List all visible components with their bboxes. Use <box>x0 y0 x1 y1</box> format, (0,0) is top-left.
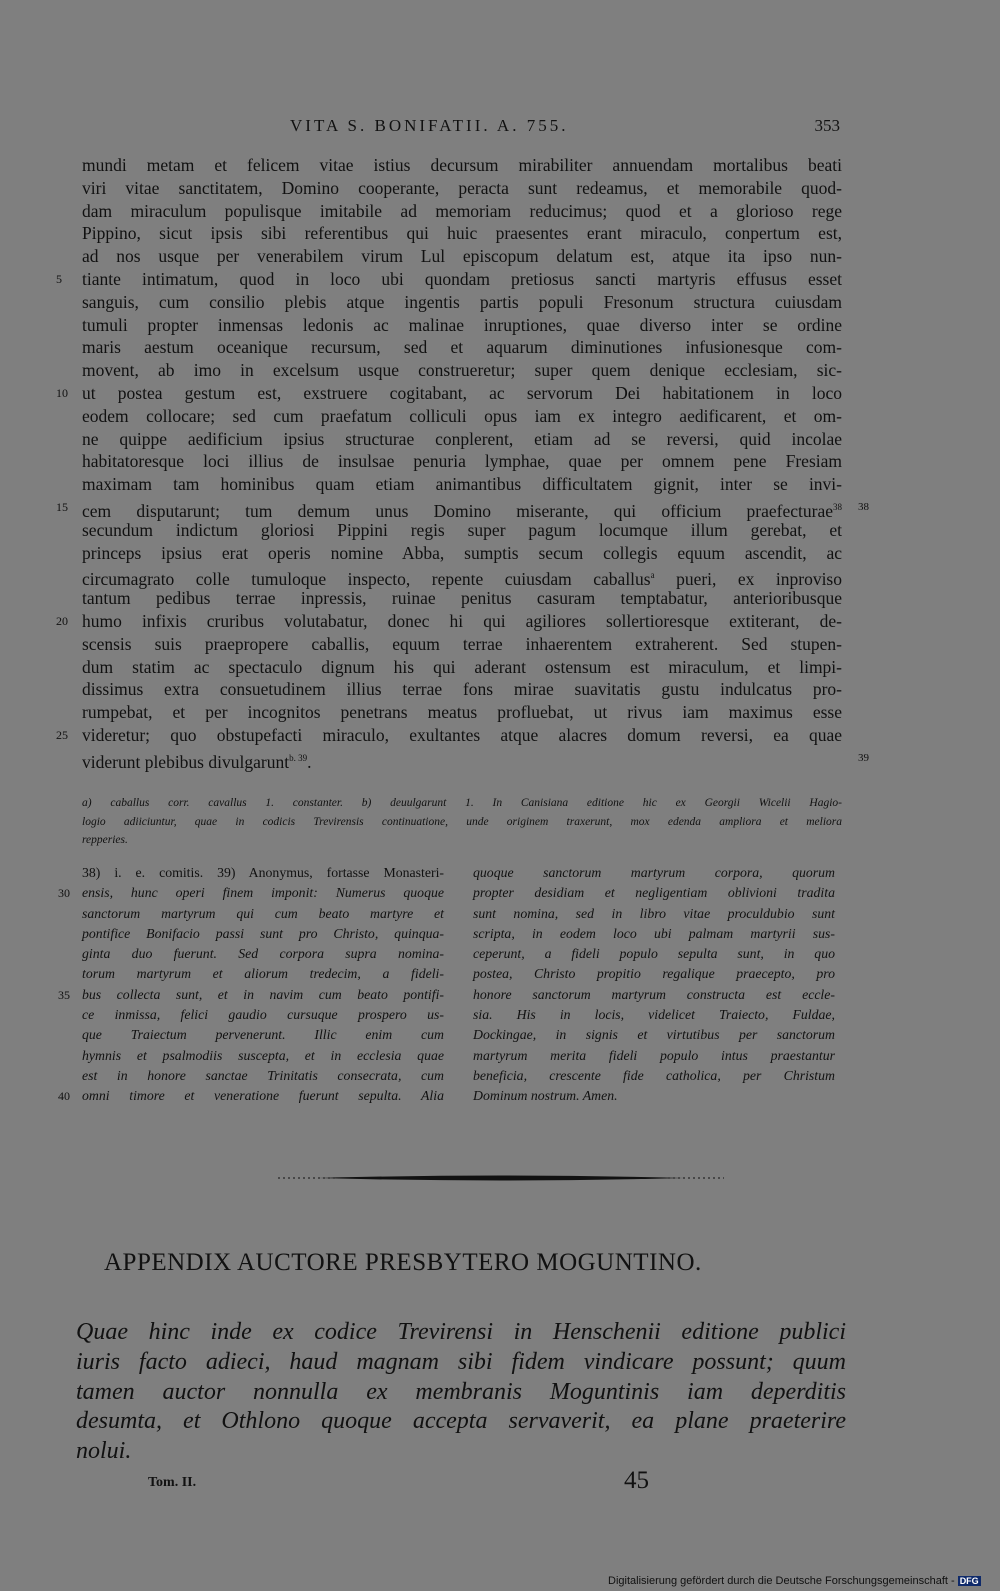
margin-note: 39 <box>858 751 869 764</box>
text-line: 20 humo infixis cruribus volutabatur, donec hi qui agiliores sollertioresque extiterant, de- <box>56 610 842 631</box>
text-line: Pippino, sicut ipsis sibi referentibus qui huic praesentes erant miraculo, conpertum est, <box>82 223 842 244</box>
note-line: hymnis et psalmodiis suscepta, et in ecclesia quae <box>82 1047 444 1063</box>
note-line: sanctorum martyrum qui cum beato martyre et <box>82 905 444 921</box>
note-line: sunt nomina, sed in libro vitae proculdubio sunt <box>473 905 835 921</box>
note-line: Dominum nostrum. Amen. <box>473 1088 618 1104</box>
line-number: 10 <box>56 385 68 400</box>
note-ref: 38 <box>833 501 842 512</box>
text-line: dum statim ac spectaculo dignum his qui aderant ostensum est miraculum, et limpi- <box>82 656 842 677</box>
text-line: maris aestum oceanique recursum, sed et aquarum diminutiones infusionesque com- <box>82 337 842 358</box>
apparatus-line: logio adiiciuntur, quae in codicis Trevirensis continuatione, unde originem traxerunt, mox edenda ampliora et meliora <box>82 815 842 828</box>
critical-apparatus <box>82 794 842 850</box>
text-line: secundum indictum gloriosi Pippini regis super pagum locumque illum gerebat, et <box>82 519 842 540</box>
text-line: 5 tiante intimatum, quod in loco ubi quondam pretiosus sancti martyris effusus esset <box>56 268 842 289</box>
line-number: 35 <box>58 987 70 1002</box>
intro-line: tamen auctor nonnulla ex membranis Moguntinis iam deperditis <box>76 1378 846 1405</box>
note-line: pontifice Bonifacio passi sunt pro Christo, quinqua- <box>82 925 444 941</box>
appendix-title: APPENDIX AUCTORE PRESBYTERO MOGUNTINO. <box>104 1249 702 1276</box>
dfg-credit <box>608 1575 981 1587</box>
text-line: princeps ipsius erat operis nomine Abba, sumptis secum collegis equum ascendit, ac <box>82 542 842 563</box>
note-line: honore sanctorum martyrum constructa est eccle- <box>473 986 835 1002</box>
text-line: circumagrato colle tumuloque inspecto, repente cuiusdam caballus$^a$ pueri, ex inproviso <box>82 569 842 590</box>
note-line: beneficia, crescente fide catholica, per Christum <box>473 1067 835 1083</box>
dfg-text: Digitalisierung gefördert durch die Deutsche Forschungsgemeinschaft - <box>608 1575 955 1587</box>
note-ref: b. 39 <box>289 752 308 763</box>
text-line: mundi metam et felicem vitae istius decursum mirabiliter annuendam mortalibus beati <box>82 155 842 175</box>
note-line: ginta duo fuerunt. Sed corpora supra nomina- <box>82 946 444 962</box>
intro-line: iuris facto adieci, haud magnam sibi fidem vindicare possunt; quum <box>76 1348 846 1375</box>
intro-line: desumta, et Othlono quoque accepta servaverit, ea plane praeterire <box>76 1408 846 1435</box>
apparatus-line: repperies. <box>82 834 128 846</box>
line-number: 25 <box>56 727 68 742</box>
note-line: Dockingae, in signis et virtutibus per sanctorum <box>473 1027 835 1043</box>
note-line: postea, Christo propitio regalique praecepto, pro <box>473 966 835 982</box>
text-line: movent, ab imo in excelsum usque construeretur; super quem denique ecclesiam, sic- <box>82 360 842 381</box>
note-line: martyrum merita fideli populo intus praestantur <box>473 1047 835 1063</box>
main-text <box>56 154 869 772</box>
line-number: 40 <box>58 1089 70 1104</box>
margin-note: 38 <box>858 500 869 513</box>
text-line: viri vitae sanctitatem, Domino cooperante, peracta sunt redeamus, et memorabile quod- <box>82 177 842 198</box>
section-divider <box>278 1172 724 1184</box>
text-line: 15 cem disputarunt; tum demum unus Domino miserante, qui officium praefecturae$^{38}$ 38 <box>82 496 842 519</box>
dfg-logo-icon: DFG <box>959 1576 979 1586</box>
text-line: eodem collocare; sed cum praefatum colliculi opus iam ex integro aedificarent, et om- <box>82 405 842 426</box>
running-title: VITA S. BONIFATII. A. 755. <box>290 116 569 135</box>
note-line: 40 omni timore et veneratione fuerunt sepulta. Alia <box>82 1086 444 1106</box>
text-line: dam miraculum populisque imitabile ad memoriam reducimus; quod et a glorioso rege <box>82 200 842 221</box>
text-line: scensis suis praepropere caballis, equum terrae inhaerentem extraherent. Sed stupen- <box>82 633 842 654</box>
note-line: que Traiectum pervenerunt. Illic enim cum <box>82 1027 444 1043</box>
signature-mark: 45 <box>624 1467 649 1494</box>
note-line: sia. His in locis, videlicet Traiecto, Fuldae, <box>473 1007 835 1023</box>
text-line: dissimus extra consuetudinem illius terrae fons mirae suavitatis gustu indulcatus pro- <box>82 679 842 700</box>
text-line: tantum pedibus terrae inpressis, ruinae penitus casuram temptabatur, anterioribusque <box>82 588 842 609</box>
line-number: 15 <box>56 499 68 514</box>
notes-left-column <box>58 863 444 1107</box>
note-line: ceperunt, a fideli populo sepulta sunt, in quo <box>473 946 835 962</box>
text-line: ad nos usque per venerabilem virum Lul episcopum delatum est, atque ita ipso nun- <box>82 246 842 267</box>
note-line: quoque sanctorum martyrum corpora, quorum <box>473 865 835 880</box>
text-line: sanguis, cum consilio plebis atque ingentis partis populi Fresonum structura cuiusdam <box>82 291 842 312</box>
page-number: 353 <box>814 116 840 135</box>
note-line: scripta, in eodem loco ubi palmam martyrii sus- <box>473 925 835 941</box>
intro-line: Quae hinc inde ex codice Trevirensi in Henschenii editione publici <box>76 1319 846 1345</box>
note-line: est in honore sanctae Trinitatis consecrata, cum <box>82 1067 444 1083</box>
note-line: 35 bus collecta sunt, et in navim cum beato pontifi- <box>82 985 444 1005</box>
intro-line: nolui. <box>76 1438 132 1465</box>
text-line: rumpebat, et per incognitos penetrans meatus profluebat, ut rivus iam maximus esse <box>82 702 842 723</box>
notes-right-column <box>473 863 835 1107</box>
note-line: propter desidiam et negligentiam oblivioni tradita <box>473 885 835 901</box>
note-line: ce inmissa, felici gaudio cursuque prospero us- <box>82 1007 444 1023</box>
appendix-intro <box>76 1318 846 1467</box>
volume-label: Tom. II. <box>148 1475 197 1490</box>
text-line: habitatoresque loci illius de insulsae penuria lymphae, quae per omnem pene Fresiam <box>82 451 842 472</box>
text-line: tumuli propter inmensas ledonis ac malinae inruptiones, quae diverso inter se ordine <box>82 314 842 335</box>
note-line: torum martyrum et aliorum tredecim, a fideli- <box>82 966 444 982</box>
text-line: ne quippe aedificium ipsius structurae conplerent, etiam ad se reversi, quid incolae <box>82 428 842 449</box>
text-line: maximam tam hominibus quam etiam animantibus difficultatem gignit, inter se invi- <box>82 474 842 495</box>
note-line: 30 ensis, hunc operi finem imponit: Numerus quoque <box>82 883 444 903</box>
note-ref: a <box>650 570 655 581</box>
apparatus-line: a) caballus corr. cavallus 1. constanter. b) deuulgarunt 1. In Canisiana editione hic ex Georgii Wicelii Hagio- <box>82 797 842 809</box>
line-number: 30 <box>58 886 70 901</box>
line-number: 5 <box>56 271 62 286</box>
note-line: 38) i. e. comitis. 39) Anonymus, fortasse Monasteri- <box>82 865 444 880</box>
text-line: 25 videretur; quo obstupefacti miraculo, exultantes atque alacres domum reversi, ea quae <box>56 724 842 745</box>
line-number: 20 <box>56 613 68 628</box>
text-line: viderunt plebibus divulgarunt$^{b. 39}$. 39 <box>82 747 842 770</box>
text-line: 10 ut postea gestum est, exstruere cogitabant, ac servorum Dei habitationem in loco <box>56 382 842 403</box>
